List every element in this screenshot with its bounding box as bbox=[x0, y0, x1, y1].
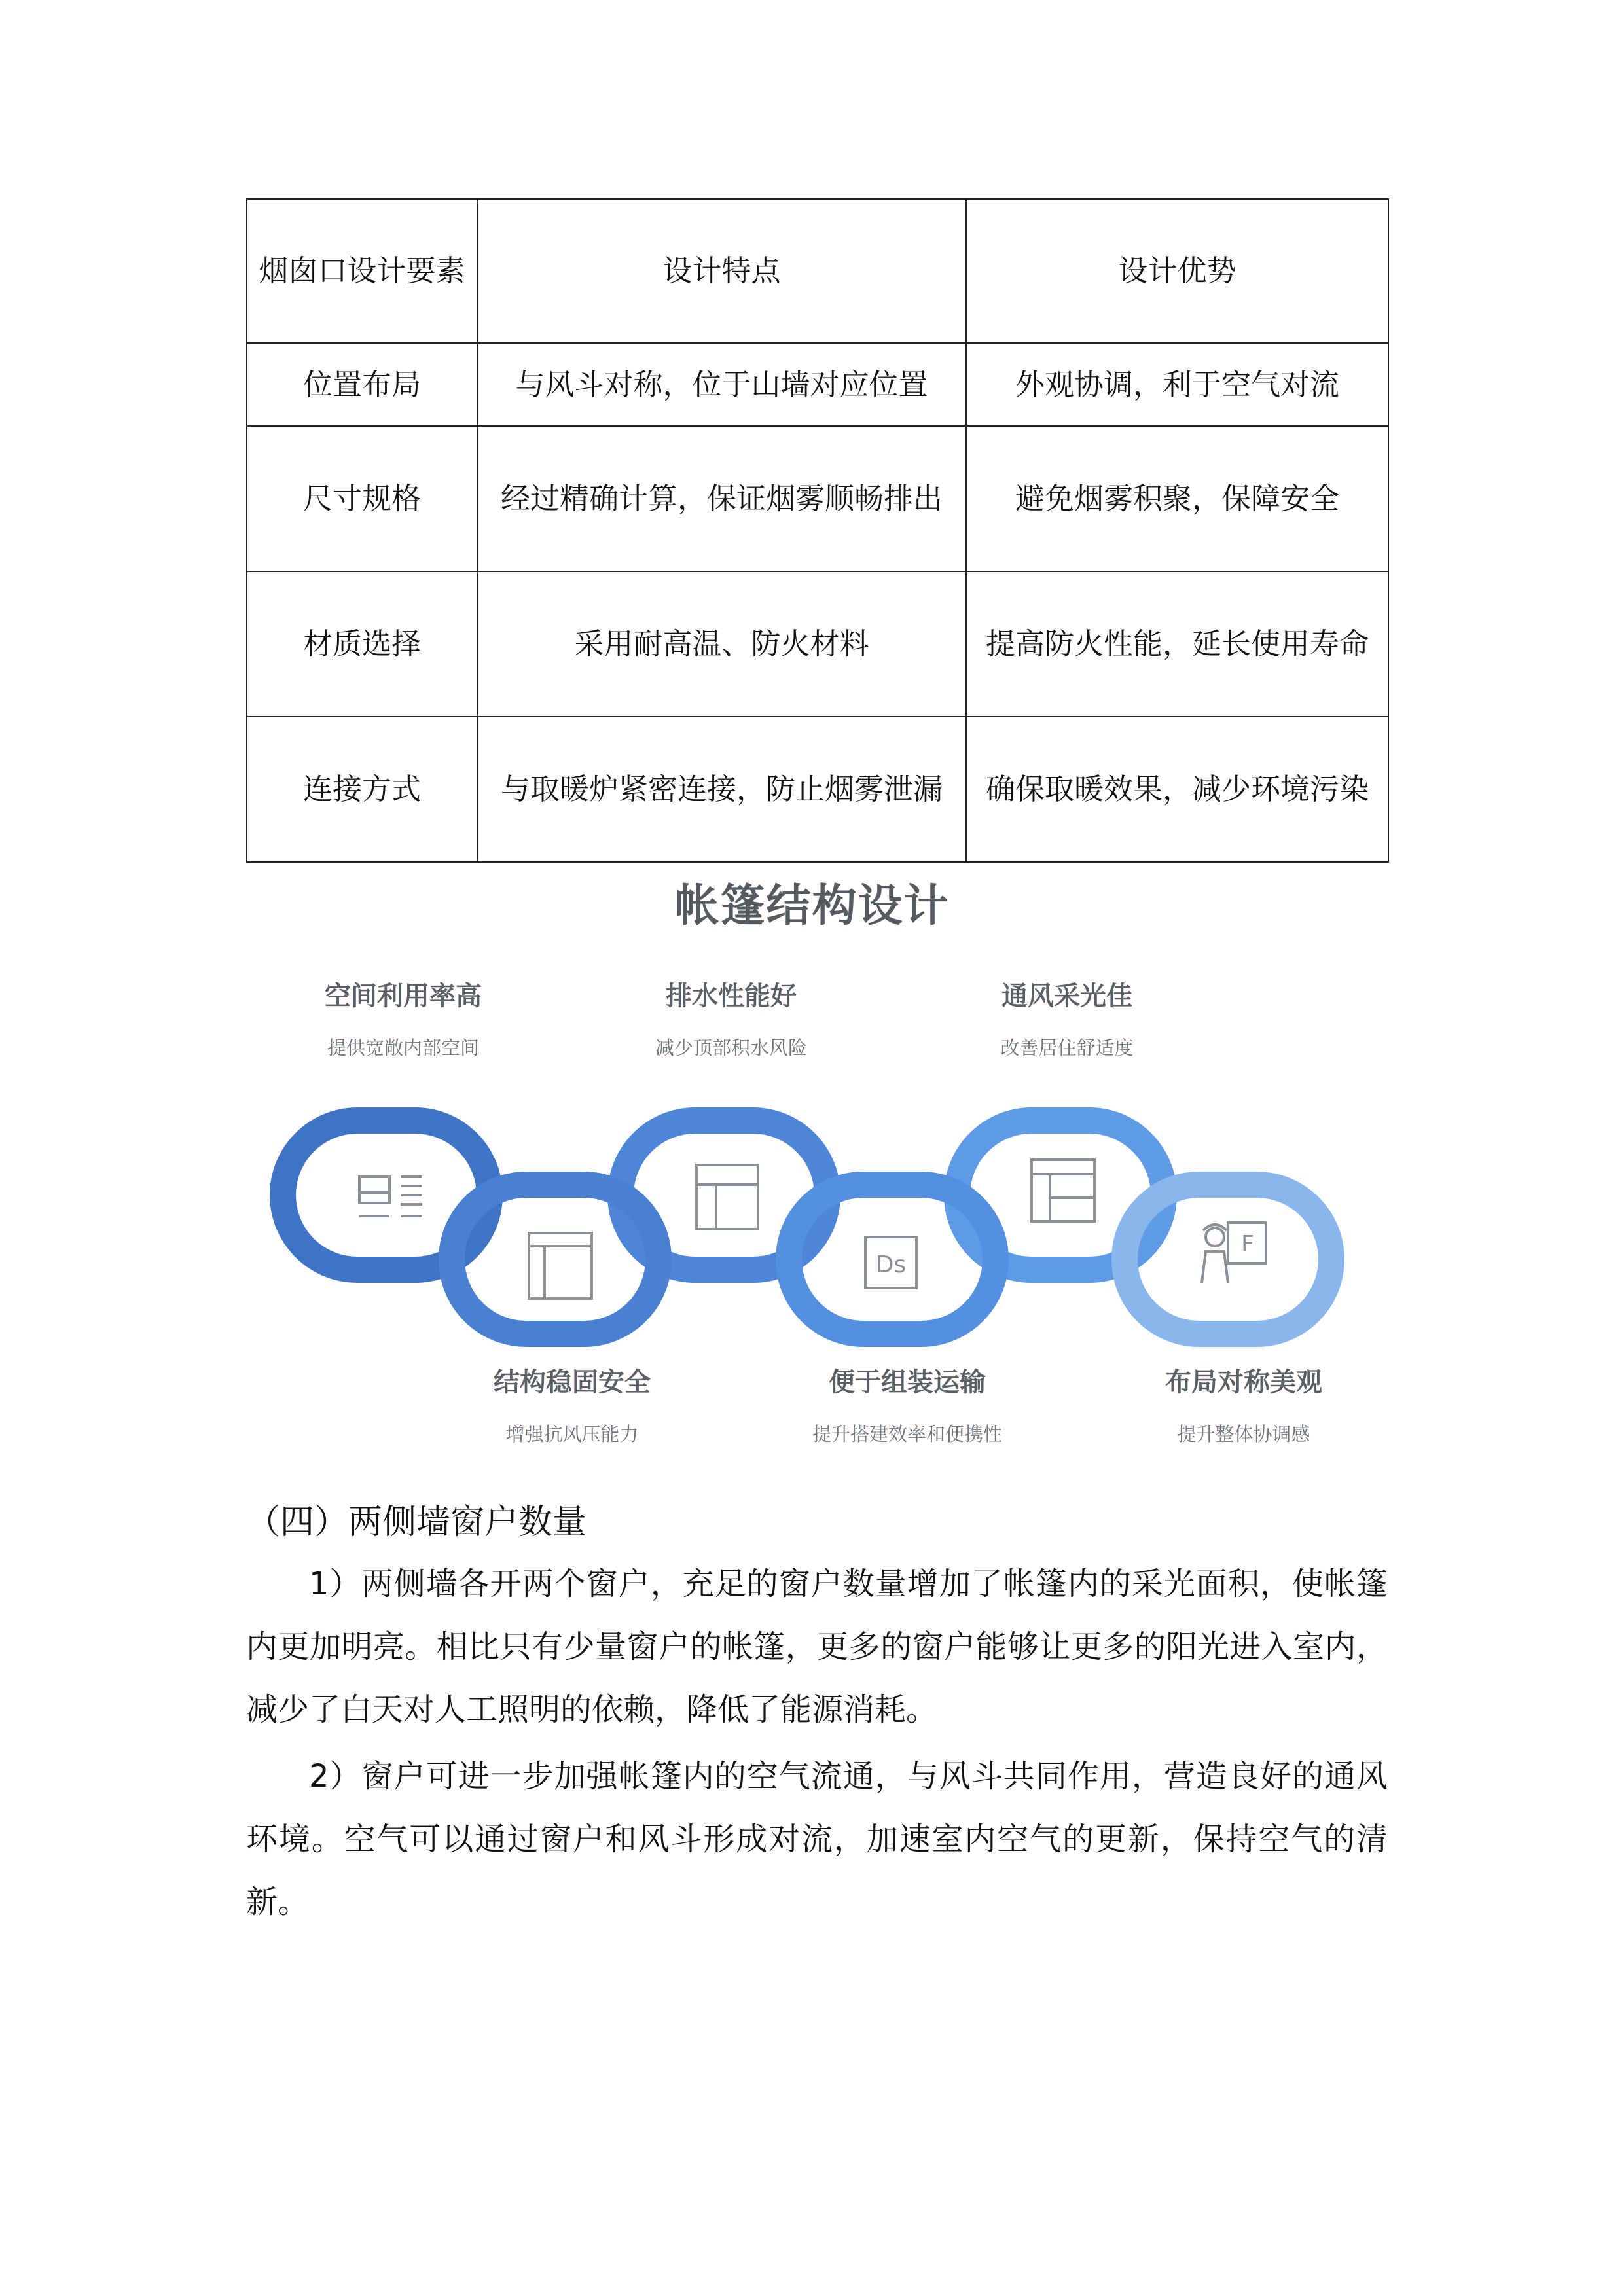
table-cell: 材质选择 bbox=[247, 571, 477, 717]
table-header-row bbox=[247, 199, 1388, 343]
layout-icon bbox=[359, 1177, 422, 1216]
feature-title: 布局对称美观 bbox=[1165, 1367, 1322, 1397]
table-cell: 尺寸规格 bbox=[247, 426, 477, 571]
feature-title: 便于组装运输 bbox=[829, 1367, 986, 1397]
feature-desc: 提供宽敞内部空间 bbox=[327, 1037, 479, 1059]
sign-icon-label: F bbox=[1241, 1231, 1254, 1257]
table-cell: 与取暖炉紧密连接，防止烟雾泄漏 bbox=[477, 717, 966, 862]
feature-bottom-1 bbox=[402, 1361, 742, 1446]
feature-title: 通风采光佳 bbox=[1001, 981, 1132, 1011]
table-cell: 外观协调，利于空气对流 bbox=[966, 343, 1388, 426]
worker-sign-icon bbox=[1202, 1223, 1266, 1283]
grid-panel-icon bbox=[1032, 1160, 1094, 1221]
tent-structure-diagram bbox=[0, 851, 1624, 1466]
feature-title: 空间利用率高 bbox=[325, 981, 482, 1011]
feature-bottom-2 bbox=[737, 1361, 1077, 1446]
feature-desc: 增强抗风压能力 bbox=[505, 1423, 639, 1445]
table-header-cell: 设计特点 bbox=[477, 199, 966, 343]
table-cell: 与风斗对称，位于山墙对应位置 bbox=[477, 343, 966, 426]
table-cell: 连接方式 bbox=[247, 717, 477, 862]
chain-link-2 bbox=[452, 1185, 659, 1334]
table-cell: 位置布局 bbox=[247, 343, 477, 426]
feature-desc: 减少顶部积水风险 bbox=[655, 1037, 807, 1059]
feature-title: 排水性能好 bbox=[666, 981, 797, 1011]
paragraph: 1）两侧墙各开两个窗户，充足的窗户数量增加了帐篷内的采光面积，使帐篷内更加明亮。相比只有少量窗户的帐篷，更多的窗户能够让更多的阳光进入室内，减少了白天对人工照明的依赖，降低了能源消耗。 bbox=[246, 1566, 1388, 1728]
table-row bbox=[247, 571, 1388, 717]
table-header-cell: 烟囱口设计要素 bbox=[247, 199, 477, 343]
diagram-title: 帐篷结构设计 bbox=[674, 880, 950, 932]
table-row bbox=[247, 717, 1388, 862]
paragraph: 2）窗户可进一步加强帐篷内的空气流通，与风斗共同作用，营造良好的通风环境。空气可以通过窗户和风斗形成对流，加速室内空气的更新，保持空气的清新。 bbox=[246, 1758, 1388, 1920]
table-header-cell: 设计优势 bbox=[966, 199, 1388, 343]
chimney-design-table bbox=[246, 198, 1389, 863]
table-cell: 经过精确计算，保证烟雾顺畅排出 bbox=[477, 426, 966, 571]
feature-desc: 提升搭建效率和便携性 bbox=[812, 1423, 1002, 1445]
table-cell: 采用耐高温、防火材料 bbox=[477, 571, 966, 717]
table-cell: 确保取暖效果，减少环境污染 bbox=[966, 717, 1388, 862]
panel-icon bbox=[696, 1165, 758, 1229]
table-row bbox=[247, 426, 1388, 571]
table-cell: 避免烟雾积聚，保障安全 bbox=[966, 426, 1388, 571]
feature-title: 结构稳固安全 bbox=[494, 1367, 651, 1397]
section-heading: （四）两侧墙窗户数量 bbox=[246, 1503, 587, 1542]
table-row bbox=[247, 343, 1388, 426]
window-frame-icon bbox=[529, 1233, 592, 1299]
ds-icon-label: Ds bbox=[875, 1251, 907, 1278]
table-cell: 提高防火性能，延长使用寿命 bbox=[966, 571, 1388, 717]
feature-desc: 提升整体协调感 bbox=[1177, 1423, 1310, 1445]
feature-desc: 改善居住舒适度 bbox=[1000, 1037, 1134, 1059]
feature-bottom-3 bbox=[1074, 1361, 1414, 1446]
